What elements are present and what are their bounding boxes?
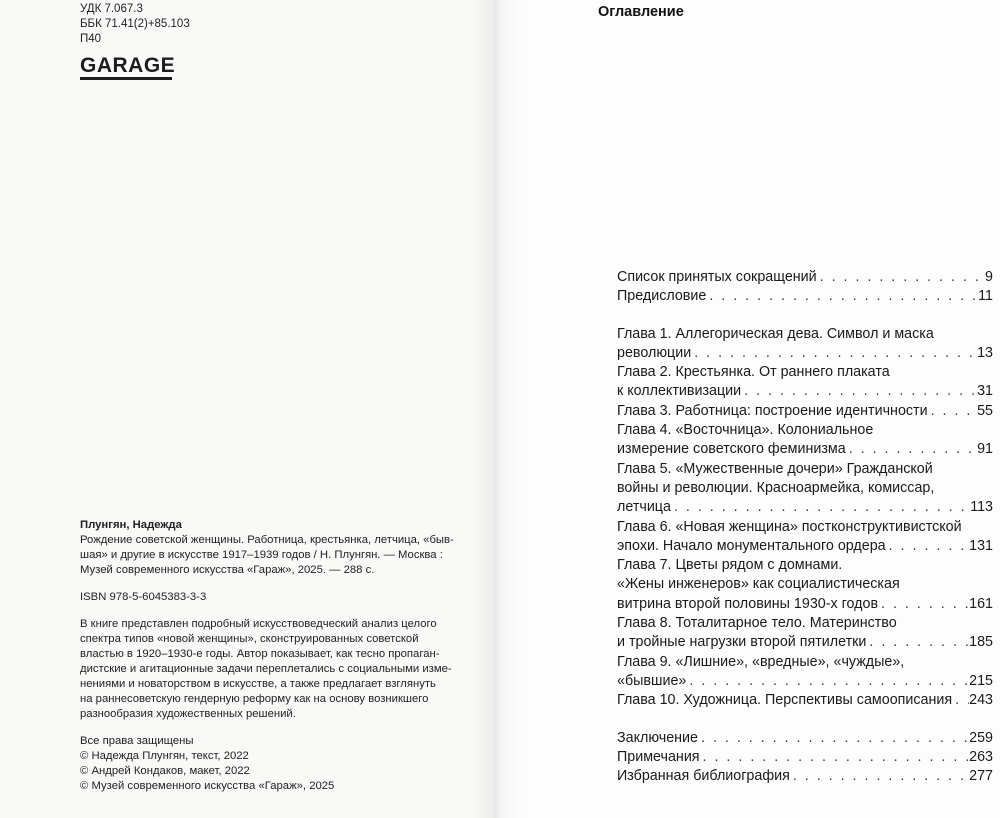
toc-line [617,633,993,652]
toc-line [617,575,993,594]
toc-line [617,595,993,614]
toc-entry [617,767,993,786]
rights-line: © Надежда Плунгян, текст, 2022 [80,750,249,762]
toc-page-number: 131 [969,537,993,554]
toc-page-number: 263 [969,748,993,765]
toc-entry-text: витрина второй половины 1930-х годов [617,595,879,612]
toc-line [617,344,993,363]
toc-leader-dots [686,672,969,691]
rights-notice [80,734,470,794]
toc-line [617,363,993,382]
toc-entry-text: войны и революции. Красноармейка, комиссар, [617,479,935,496]
abstract-line: нениями и новаторством в искусстве, а также предлагает взглянуть [80,678,436,690]
toc-line [617,556,993,575]
author-sign: П40 [80,33,102,45]
toc-entry-text: Глава 6. «Новая женщина» постконструктивистской [617,518,962,535]
toc-entry-text: Глава 8. Тоталитарное тело. Материнство [617,615,897,632]
toc-page-number: 11 [978,288,993,305]
toc-leader-dots [886,537,970,556]
abstract-line: спектра типов «новой женщины», сконструированных советской [80,633,419,645]
toc-page-number: 243 [969,692,993,709]
toc-page-number: 277 [969,768,993,785]
toc-entry [617,653,993,692]
toc-entry-text: и тройные нагрузки второй пятилетки [617,634,867,651]
abstract-line: властью в 1920–1930-е годы. Автор показывает, как тесно пропаган- [80,648,440,660]
toc-entry-text: Глава 3. Работница: построение идентичности [617,402,928,419]
toc-page-number: 9 [985,269,993,285]
toc-entry [617,268,993,287]
toc-page-number: 91 [977,441,993,458]
toc-group [617,729,993,787]
book-gutter [470,0,522,818]
toc-entry-text: Глава 9. «Лишние», «вредные», «чуждые», [617,653,905,670]
left-page [0,0,496,818]
toc-entry-text: Глава 2. Крестьянка. От раннего плаката [617,364,890,381]
toc-line [617,518,993,537]
abstract [80,617,470,722]
toc-entry-text: летчица [617,499,671,516]
imprint-bib-line: Рождение советской женщины. Работница, крестьянка, летчица, «быв- [80,534,454,546]
toc-leader-dots [700,748,970,767]
toc-entry [617,518,993,557]
toc-line [617,268,993,287]
toc-page-number: 259 [969,729,993,746]
toc-entry-text: Список принятых сокращений [617,269,817,285]
toc-entry-text: измерение советского феминизма [617,441,846,458]
toc-page-number: 161 [969,595,993,612]
toc-entry-text: Заключение [617,729,698,746]
toc-entry [617,691,993,710]
toc-line [617,440,993,459]
toc-entry [617,614,993,653]
toc-entry-text: Глава 5. «Мужественные дочери» Гражданской [617,460,933,477]
toc-leader-dots [790,767,969,786]
toc-entry-text: Глава 4. «Восточница». Колониальное [617,422,874,439]
toc-entry-text: Глава 1. Аллегорическая дева. Символ и маска [617,325,934,342]
toc-entry [617,287,993,306]
toc-leader-dots [952,691,969,710]
toc-page-number: 185 [969,634,993,651]
toc-leader-dots [698,729,969,748]
toc-entry [617,748,993,767]
toc-entry-text: Предисловие [617,288,707,305]
toc-entry-text: Глава 7. Цветы рядом с домнами. [617,557,843,574]
rights-line: Все права защищены [80,735,194,747]
toc-page-number: 31 [977,383,993,400]
imprint-block [80,518,470,794]
toc-line [617,691,993,710]
imprint-bib-line: Музей современного искусства «Гараж», 2025. — 288 с. [80,564,375,576]
toc-title: Оглавление [598,4,684,20]
toc-entry-text: революции [617,344,692,361]
toc-entry [617,402,993,421]
rights-line: © Андрей Кондаков, макет, 2022 [80,765,250,777]
toc-line [617,498,993,517]
toc-entry-text: Избранная библиография [617,768,790,785]
toc-entry-text: Примечания [617,748,700,765]
toc-entry-text: «Жены инженеров» как социалистическая [617,576,900,593]
abstract-line: В книге представлен подробный искусствоведческий анализ целого [80,618,437,630]
rights-line: © Музей современного искусства «Гараж», 2025 [80,780,335,792]
toc-line [617,748,993,767]
toc-line [617,479,993,498]
abstract-line: дистские и агитационные задачи переплетались с социальными изме- [80,663,452,675]
toc-line [617,287,993,306]
toc-entry [617,363,993,402]
toc-group [617,268,993,307]
toc-line [617,382,993,401]
udc-code: УДК 7.067.3 [80,3,143,15]
toc-line [617,402,993,421]
abstract-line: разнообразия художественных решений. [80,708,296,720]
toc-leader-dots [706,287,978,306]
toc-entry [617,421,993,460]
toc-line [617,537,993,556]
toc-line [617,614,993,633]
toc-entry-text: к коллективизации [617,383,742,400]
toc-line [617,325,993,344]
toc-entry [617,460,993,518]
bbk-code: ББК 71.41(2)+85.103 [80,18,190,30]
imprint-bib-line: шая» и другие в искусстве 1917–1939 годов / Н. Плунгян. — Москва : [80,549,443,561]
table-of-contents [617,268,993,804]
toc-page-number: 55 [977,402,993,419]
toc-line [617,421,993,440]
toc-line [617,672,993,691]
toc-page-number: 13 [977,344,993,361]
garage-logo: GARAGE [80,55,172,80]
toc-entry [617,729,993,748]
toc-leader-dots [878,595,969,614]
toc-leader-dots [671,498,970,517]
toc-leader-dots [817,268,985,287]
toc-leader-dots [741,382,977,401]
toc-page-number: 113 [970,499,993,516]
imprint-author: Плунгян, Надежда [80,519,182,531]
isbn: ISBN 978-5-6045383-3-3 [80,591,207,603]
toc-leader-dots [846,440,977,459]
toc-leader-dots [866,633,969,652]
toc-leader-dots [691,344,977,363]
toc-entry-text: эпохи. Начало монументального ордера [617,537,886,554]
toc-page-number: 215 [969,672,993,689]
toc-line [617,767,993,786]
toc-entry-text: «бывшие» [617,672,687,689]
classification-codes [80,2,190,47]
toc-line [617,460,993,479]
abstract-line: на раннесоветскую гендерную реформу как на основу возникшего [80,693,429,705]
toc-entry [617,325,993,364]
toc-leader-dots [928,402,978,421]
toc-entry-text: Глава 10. Художница. Перспективы самоописания [617,692,953,709]
toc-line [617,729,993,748]
toc-group [617,325,993,711]
toc-line [617,653,993,672]
toc-entry [617,556,993,614]
